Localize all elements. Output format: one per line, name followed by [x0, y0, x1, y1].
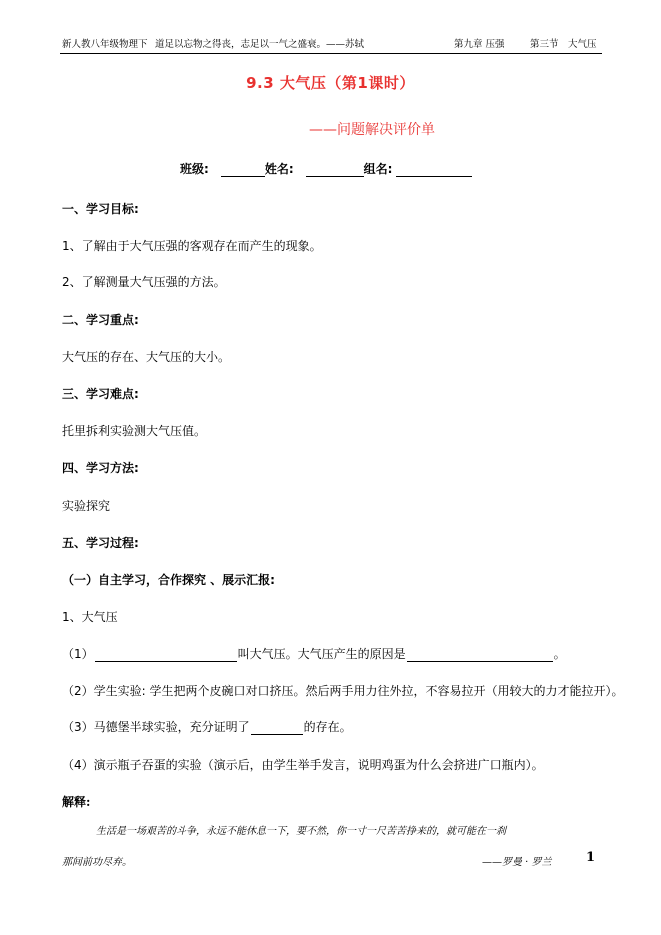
- name-blank[interactable]: [306, 164, 364, 177]
- key-points-text: 大气压的存在、大气压的大小。: [62, 350, 231, 364]
- section-method-heading: 四、学习方法:: [62, 461, 139, 475]
- item-atmospheric-pressure: 1、大气压: [62, 610, 118, 624]
- page-subtitle: ——问题解决评价单: [309, 122, 435, 138]
- question-3-blank[interactable]: [251, 722, 303, 735]
- group-label: 组名:: [363, 162, 393, 176]
- page-number: 1: [586, 850, 596, 865]
- header-book: 新人教八年级物理下: [62, 39, 148, 50]
- group-blank[interactable]: [396, 164, 472, 177]
- question-3-text: （3）马德堡半球实验，充分证明了: [62, 720, 250, 734]
- header-divider: [60, 53, 602, 54]
- question-1-blank-b[interactable]: [407, 649, 553, 662]
- header-chapter: 第九章 压强: [454, 39, 505, 50]
- page-header: [62, 36, 602, 50]
- question-1: [62, 645, 566, 662]
- section-difficulty-heading: 三、学习难点:: [62, 387, 139, 401]
- student-info-row: [180, 160, 472, 177]
- question-4: （4）演示瓶子吞蛋的实验（演示后，由学生举手发言，说明鸡蛋为什么会挤进广口瓶内）。: [62, 758, 544, 772]
- header-quote: 道足以忘物之得丧，志足以一气之盛衰。——苏轼: [155, 39, 365, 50]
- footer-quote-author: ——罗曼 · 罗兰: [482, 857, 552, 868]
- section-key-points-heading: 二、学习重点:: [62, 313, 139, 327]
- page-title: 9.3 大气压（第1课时）: [246, 74, 415, 92]
- question-2: （2）学生实验: 学生把两个皮碗口对口挤压。然后两手用力往外拉，不容易拉开（用较大的力才能拉开）。: [62, 684, 624, 698]
- question-3-end: 的存在。: [303, 720, 352, 734]
- process-subheading: （一）自主学习，合作探究 、展示汇报:: [62, 573, 275, 587]
- objective-item-2: 2、了解测量大气压强的方法。: [62, 275, 226, 289]
- class-label: 班级:: [180, 162, 209, 176]
- question-3: [62, 718, 352, 735]
- footer-quote-line-1: 生活是一场艰苦的斗争，永远不能休息一下，要不然，你一寸一尺苦苦挣来的，就可能在一刹: [96, 826, 506, 837]
- question-1-number: （1）: [62, 647, 94, 661]
- explanation-label: 解释:: [62, 795, 91, 809]
- header-section: 第三节 大气压: [530, 39, 597, 50]
- question-1-end: 。: [553, 647, 566, 661]
- difficulty-text: 托里拆利实验测大气压值。: [62, 424, 207, 438]
- name-label: 姓名:: [264, 162, 294, 176]
- class-blank[interactable]: [221, 164, 265, 177]
- objective-item-1: 1、了解由于大气压强的客观存在而产生的现象。: [62, 239, 322, 253]
- section-objectives-heading: 一、学习目标:: [62, 202, 139, 216]
- method-text: 实验探究: [62, 499, 111, 513]
- question-1-text: 叫大气压。大气压产生的原因是: [237, 647, 406, 661]
- footer-quote-line-2: 那间前功尽弃。: [62, 857, 132, 868]
- section-process-heading: 五、学习过程:: [62, 536, 139, 550]
- question-1-blank-a[interactable]: [95, 649, 237, 662]
